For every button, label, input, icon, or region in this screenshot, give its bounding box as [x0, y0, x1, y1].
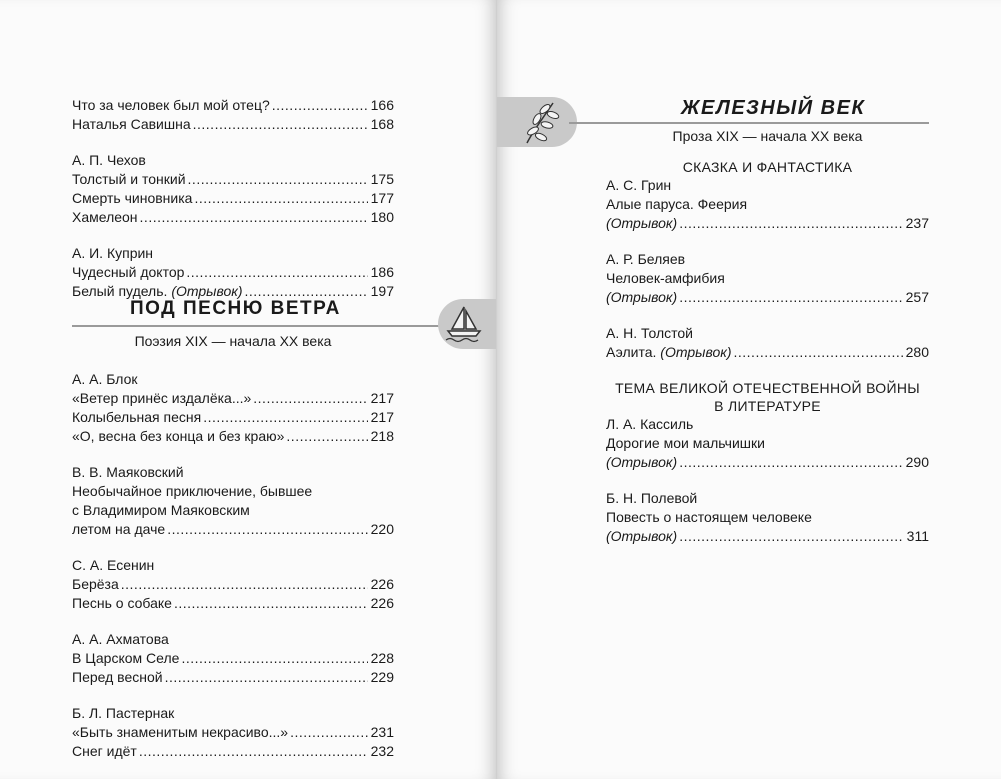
author-name: С. А. Есенин — [72, 557, 155, 573]
toc-title-line: Необычайное приключение, бывшее — [72, 483, 313, 499]
left-page — [0, 0, 496, 779]
toc-entry[interactable]: (Отрывок) ..... 311 — [606, 527, 929, 546]
category-heading: ТЕМА ВЕЛИКОЙ ОТЕЧЕСТВЕННОЙ ВОЙНЫ — [615, 380, 920, 396]
author-name: А. А. Блок — [72, 371, 138, 387]
toc-entry[interactable]: Песнь о собаке ..... 226 — [72, 594, 394, 613]
author-name: А. П. Чехов — [72, 152, 146, 168]
section-subtitle: Проза XIX — начала XX века — [672, 128, 863, 144]
toc-entry[interactable]: В Царском Селе ..... 228 — [72, 649, 394, 668]
left-toc-bottom — [72, 370, 394, 761]
right-page — [497, 0, 1001, 779]
toc-entry[interactable]: Аэлита. (Отрывок) ..... 280 — [606, 343, 929, 362]
toc-entry[interactable]: Что за человек был мой отец? ..... 166 — [72, 96, 394, 115]
toc-title-line: с Владимиром Маяковским — [72, 502, 250, 518]
section-subtitle: Поэзия XIX — начала XX века — [134, 333, 332, 349]
toc-entry[interactable]: Перед весной ..... 229 — [72, 668, 394, 687]
author-name: А. А. Ахматова — [72, 631, 169, 647]
category-heading: СКАЗКА И ФАНТАСТИКА — [682, 159, 853, 175]
section-title-zhelezny-vek: ЖЕЛЕЗНЫЙ ВЕК — [681, 97, 866, 119]
toc-entry[interactable]: (Отрывок) ..... 257 — [606, 288, 929, 307]
toc-title-line: Алые паруса. Феерия — [606, 196, 748, 212]
left-toc-top — [72, 96, 394, 301]
toc-entry[interactable]: Колыбельная песня ..... 217 — [72, 408, 394, 427]
author-name: Б. Н. Полевой — [606, 490, 698, 506]
section-tab — [438, 299, 496, 349]
section-tab — [497, 97, 577, 147]
toc-entry[interactable]: Хамелеон ..... 180 — [72, 208, 394, 227]
branch-icon — [497, 97, 577, 147]
author-name: А. С. Грин — [606, 177, 672, 193]
author-name: В. В. Маяковский — [72, 464, 184, 480]
author-name: Л. А. Кассиль — [606, 416, 694, 432]
toc-title-line: Повесть о настоящем человеке — [606, 509, 812, 525]
toc-entry[interactable]: Белый пудель. (Отрывок) ..... 197 — [72, 282, 394, 301]
sailboat-icon — [438, 299, 496, 349]
toc-title-line: Человек-амфибия — [606, 270, 725, 286]
toc-entry[interactable]: «Ветер принёс издалёка...» ..... 217 — [72, 389, 394, 408]
toc-entry[interactable]: Наталья Савишна ..... 168 — [72, 115, 394, 134]
category-heading: В ЛИТЕРАТУРЕ — [714, 398, 821, 414]
toc-entry[interactable]: Снег идёт ..... 232 — [72, 742, 394, 761]
toc-entry[interactable]: «О, весна без конца и без краю» ..... 218 — [72, 427, 394, 446]
section-rule — [569, 122, 929, 124]
toc-entry[interactable]: Берёза ..... 226 — [72, 575, 394, 594]
toc-title-line: Дорогие мои мальчишки — [606, 435, 765, 451]
toc-entry[interactable]: «Быть знаменитым некрасиво...» ..... 231 — [72, 723, 394, 742]
toc-entry[interactable]: (Отрывок) ..... 290 — [606, 453, 929, 472]
toc-entry[interactable]: Смерть чиновника ..... 177 — [72, 189, 394, 208]
section-rule — [72, 325, 450, 327]
author-name: Б. Л. Пастернак — [72, 705, 175, 721]
toc-entry[interactable]: Толстый и тонкий ..... 175 — [72, 170, 394, 189]
section-title-pod-pesnyu-vetra: ПОД ПЕСНЮ ВЕТРА — [130, 298, 341, 319]
toc-entry[interactable]: (Отрывок) ..... 237 — [606, 214, 929, 233]
toc-entry[interactable]: Чудесный доктор ..... 186 — [72, 263, 394, 282]
author-name: А. И. Куприн — [72, 245, 154, 261]
author-name: А. Р. Беляев — [606, 251, 686, 267]
author-name: А. Н. Толстой — [606, 325, 693, 341]
right-toc — [606, 158, 929, 546]
toc-entry[interactable]: летом на даче ..... 220 — [72, 520, 394, 539]
